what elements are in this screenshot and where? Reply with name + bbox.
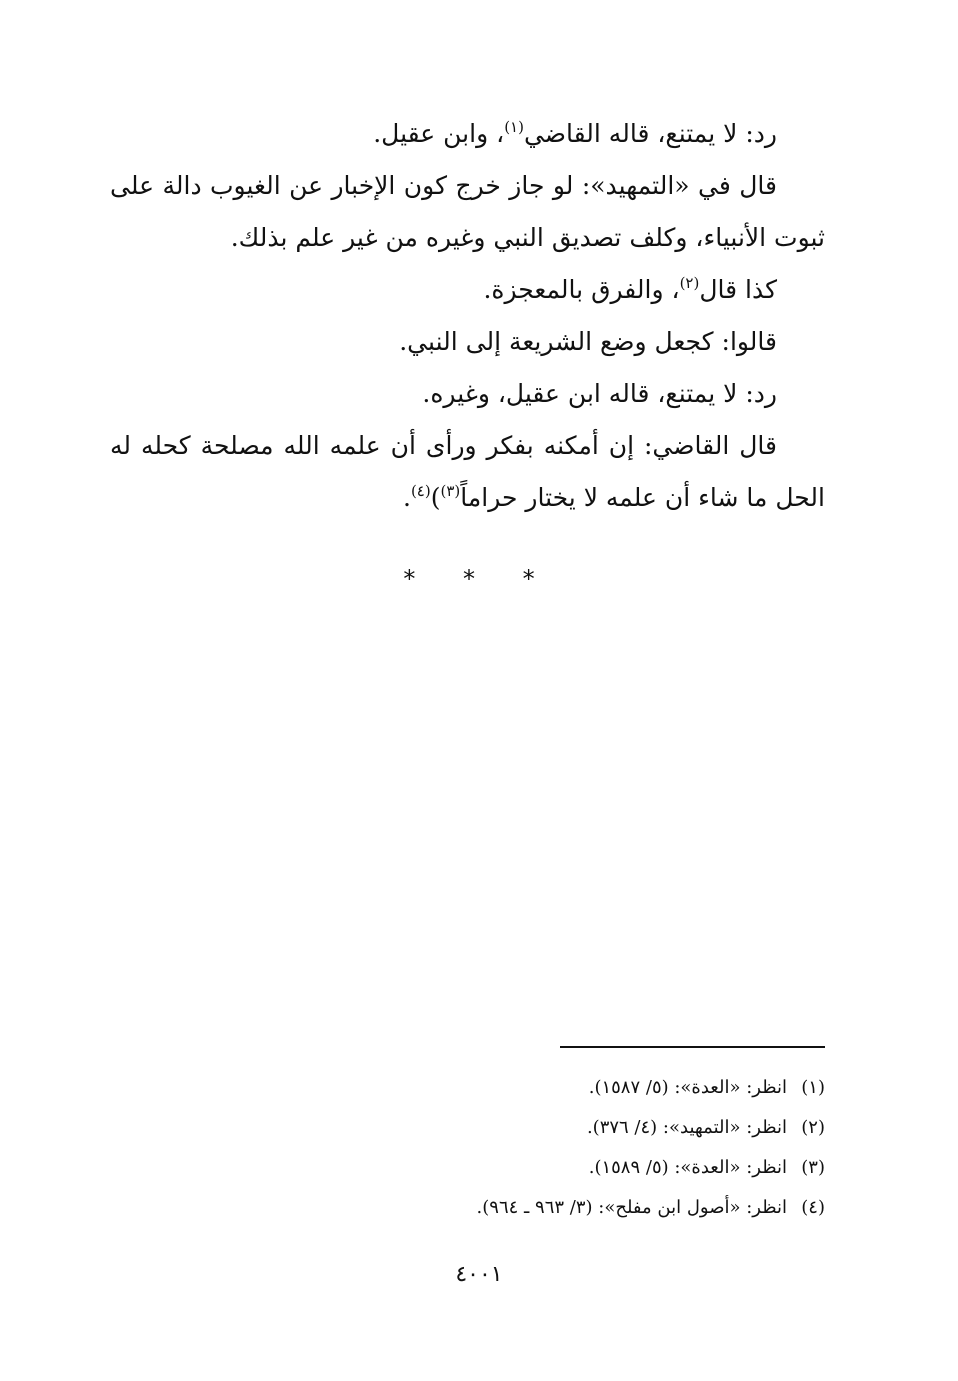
paragraph-1 (110, 108, 825, 160)
text-segment: ، وابن عقيل. (373, 119, 505, 148)
footnote-ref-1[interactable]: (١) (504, 118, 524, 136)
text-segment: قال في «التمهيد»: لو جاز خرج كون الإخبار عن الغيوب دالة على ثبوت الأنبياء، وكلف تصديق النبي وغيره من غير علم بذلك. (110, 171, 825, 252)
footnote-item (380, 1068, 825, 1108)
footnote-text: انظر: «أصول ابن مفلح»: (٣/ ٩٦٣ ـ ٩٦٤). (476, 1197, 787, 1218)
paragraph-3 (110, 264, 825, 316)
footnote-number: (٣) (801, 1157, 825, 1178)
footnote-ref-3[interactable]: (٣) (440, 482, 461, 500)
paragraph-2 (110, 160, 825, 264)
footnote-text: انظر: «التمهيد»: (٤/ ٣٧٦). (586, 1117, 787, 1138)
text-segment: قالوا: كجعل وضع الشريعة إلى النبي. (399, 327, 777, 356)
text-segment: ) (430, 483, 441, 512)
footnote-text: انظر: «العدة»: (٥/ ١٥٨٩). (588, 1157, 787, 1178)
section-separator: * * * (403, 565, 555, 593)
text-segment: . (402, 483, 411, 512)
text-segment: رد: لا يمتنع، قاله ابن عقيل، وغيره. (422, 379, 777, 408)
page-number: ٤٠٠١ (455, 1262, 503, 1287)
footnote-text: انظر: «العدة»: (٥/ ١٥٨٧). (588, 1077, 787, 1098)
footnote-number: (٤) (801, 1197, 825, 1218)
footnote-number: (٢) (801, 1117, 825, 1138)
paragraph-6 (110, 420, 825, 524)
main-text (110, 108, 825, 524)
footnote-number: (١) (801, 1077, 825, 1098)
footnote-ref-2[interactable]: (٢) (679, 274, 700, 292)
footnote-item (380, 1108, 825, 1148)
footnote-ref-4[interactable]: (٤) (410, 482, 431, 500)
footnote-item (380, 1148, 825, 1188)
text-segment: كذا قال (699, 275, 777, 304)
text-segment: قال القاضي: إن أمكنه بفكر ورأى أن علمه الله مصلحة كحله له الحل ما شاء أن علمه لا يختار حراماً (110, 431, 825, 512)
footnote-divider (560, 1046, 825, 1048)
text-segment: رد: لا يمتنع، قاله القاضي (523, 119, 777, 148)
footnote-item (380, 1188, 825, 1228)
paragraph-4 (110, 316, 825, 368)
paragraph-5 (110, 368, 825, 420)
text-segment: ، والفرق بالمعجزة. (483, 275, 680, 304)
footnotes (380, 1068, 825, 1228)
